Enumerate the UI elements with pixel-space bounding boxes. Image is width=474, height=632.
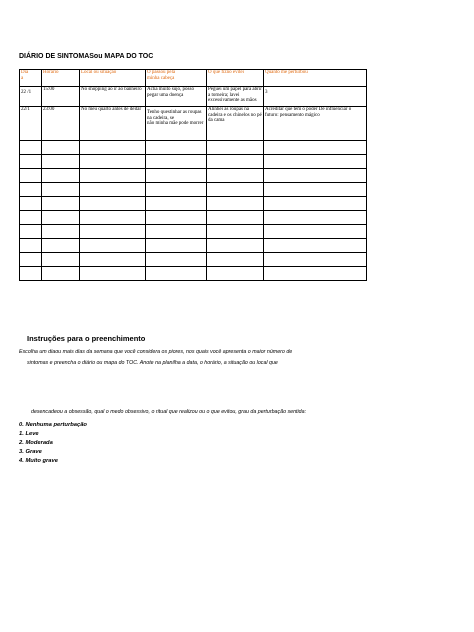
- instructions-title: Instruções para o preenchimento: [27, 334, 146, 343]
- cell-place: No meu quarto antes de deitar: [80, 107, 146, 141]
- cell-day: 22/1: [20, 107, 42, 141]
- instructions-line-1: Escolha um diaou mais dias da semana que você considera os piores, nos quais você apresenta o maior número de: [19, 349, 293, 355]
- cell-thought: Acha muito sujo, posso pegar uma doença: [146, 87, 207, 107]
- list-item: 4. Muito grave: [19, 458, 58, 464]
- table-row: [20, 197, 367, 211]
- table-row: [20, 239, 367, 253]
- header-thought: O passou pela minha cabeça: [146, 70, 207, 87]
- header-time: Horário: [42, 70, 80, 87]
- table-row: [20, 169, 367, 183]
- table-row: [20, 211, 367, 225]
- table-header-row: [20, 70, 367, 87]
- list-item: 3. Grave: [19, 449, 42, 455]
- table-row: [20, 87, 367, 107]
- instructions-line-3: desencadeou a obsessão, qual o medo obsessivo, o ritual que realizou ou o que evitou, grau da perturbação sentida:: [31, 409, 307, 415]
- document-title: DIÁRIO DE SINTOMASou MAPA DO TOC: [19, 53, 154, 60]
- table-row: [20, 253, 367, 267]
- cell-time: 23:00: [42, 107, 80, 141]
- table-row: [20, 141, 367, 155]
- cell-time: 15:00: [42, 87, 80, 107]
- cell-distress: Acreditar que tem o poder De influenciar o futuro: pensamento mágico: [264, 107, 367, 141]
- cell-action: Alinhei as roupas na cadeira e os chinelos no pé da cama: [207, 107, 264, 141]
- cell-action: Peguei um papel para abrir a torneira; lavei excessivamente as mãos: [207, 87, 264, 107]
- header-place: Local ou situação: [80, 70, 146, 87]
- header-action: O que fizno evitei: [207, 70, 264, 87]
- list-item: 2. Moderada: [19, 440, 53, 446]
- cell-place: No shopping ao ir ao banheiro: [80, 87, 146, 107]
- instructions-line-2: sintomas e preencha o diário ou mapa do TOC. Anote na planilha a data, o horário, a situação ou local que: [27, 360, 278, 366]
- table-row: [20, 225, 367, 239]
- distress-levels-list: [19, 421, 87, 466]
- table-row: [20, 183, 367, 197]
- table-row: [20, 155, 367, 169]
- table-row: [20, 267, 367, 281]
- cell-distress: 3: [264, 87, 367, 107]
- cell-day: 22 /1: [20, 87, 42, 107]
- table-row: [20, 107, 367, 141]
- list-item: 1. Leve: [19, 431, 39, 437]
- list-item: 0. Nenhuma perturbação: [19, 422, 87, 428]
- header-day: Dia a: [20, 70, 42, 87]
- cell-thought: Tenho questinhar as roupas na cadeira, se não minha mãe pode morrer: [146, 107, 207, 141]
- symptom-diary-table: [19, 69, 367, 281]
- header-distress: Quanto me perturbou: [264, 70, 367, 87]
